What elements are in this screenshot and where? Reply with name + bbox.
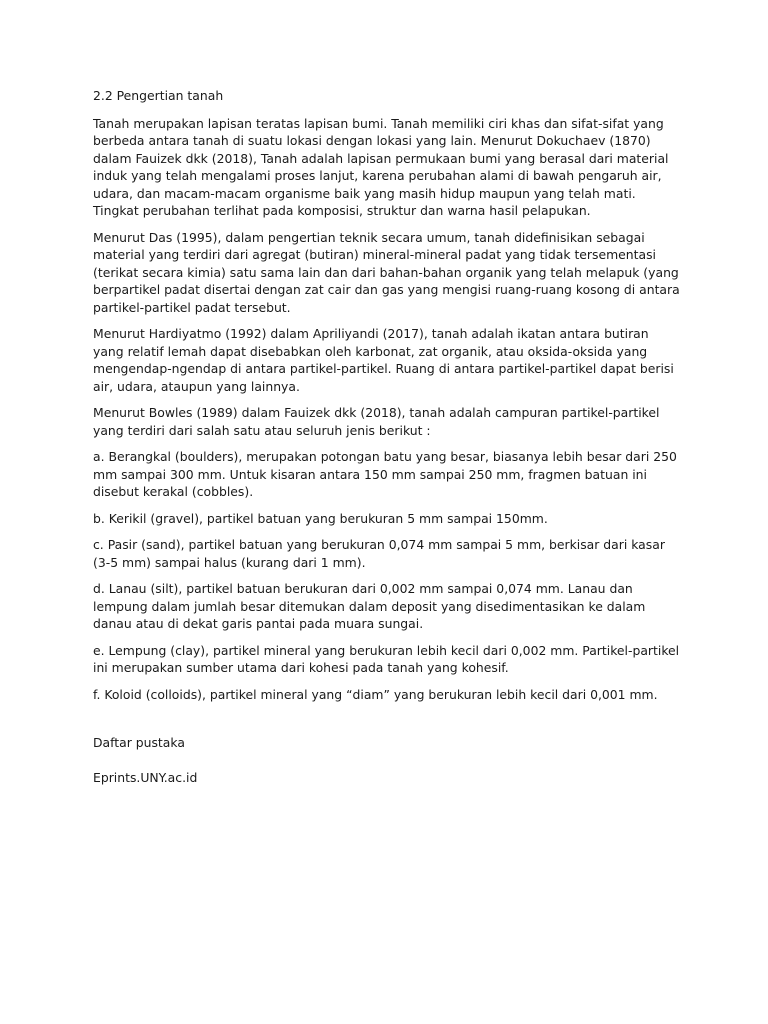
paragraph-definition-bowles: Menurut Bowles (1989) dalam Fauizek dkk (2018), tanah adalah campuran partikel-partikel yang terdiri dari salah satu atau seluruh jenis berikut :: [93, 405, 660, 438]
list-item-gravel: b. Kerikil (gravel), partikel batuan yang berukuran 5 mm sampai 150mm.: [93, 510, 548, 526]
paragraph-definition-dokuchaev: Tanah merupakan lapisan teratas lapisan bumi. Tanah memiliki ciri khas dan sifat-sifat yang berbeda antara tanah di suatu lokasi dengan lokasi yang lain. Menurut Dokuchaev (1870) dalam Fauizek dkk (2018), Tanah adalah lapisan permukaan bumi yang berasal dari material induk yang telah mengalami proses lanjut, karena perubahan alami di bawah pengaruh air, udara, dan macam-macam organisme baik yang masih hidup maupun yang telah mati. Tingkat perubahan terlihat pada komposisi, struktur dan warna hasil pelapukan.: [93, 115, 669, 218]
list-item-sand: c. Pasir (sand), partikel batuan yang berukuran 0,074 mm sampai 5 mm, berkisar dari kasar (3-5 mm) sampai halus (kurang dari 1 mm).: [93, 537, 665, 570]
section-spacer: [93, 712, 680, 734]
paragraph-definition-das: Menurut Das (1995), dalam pengertian teknik secara umum, tanah didefinisikan sebagai material yang terdiri dari agregat (butiran) mineral-mineral padat yang tidak tersementasi (terikat secara kimia) satu sama lain dan dari bahan-bahan organik yang telah melapuk (yang berpartikel padat disertai dengan zat cair dan gas yang mengisi ruang-ruang kosong di antara partikel-partikel padat tersebut.: [93, 229, 680, 315]
list-item-clay: e. Lempung (clay), partikel mineral yang berukuran lebih kecil dari 0,002 mm. Partikel-partikel ini merupakan sumber utama dari kohesi pada tanah yang kohesif.: [93, 642, 680, 675]
section-heading: 2.2 Pengertian tanah: [93, 88, 224, 103]
list-item-silt: d. Lanau (silt), partikel batuan berukuran dari 0,002 mm sampai 0,074 mm. Lanau dan lempung dalam jumlah besar ditemukan dalam deposit yang disedimentasikan ke dalam danau atau di dekat garis pantai pada muara sungai.: [93, 581, 646, 631]
list-item-boulders: a. Berangkal (boulders), merupakan potongan batu yang besar, biasanya lebih besar dari 250 mm sampai 300 mm. Untuk kisaran antara 150 mm sampai 250 mm, fragmen batuan ini disebut kerakal (cobbles).: [93, 449, 677, 499]
list-item-colloids: f. Koloid (colloids), partikel mineral yang “diam” yang berukuran lebih kecil dari 0,001 mm.: [93, 686, 658, 702]
reference-item: Eprints.UNY.ac.id: [93, 769, 198, 785]
references-title: Daftar pustaka: [93, 735, 185, 750]
paragraph-definition-hardiyatmo: Menurut Hardiyatmo (1992) dalam Apriliyandi (2017), tanah adalah ikatan antara butiran yang relatif lemah dapat disebabkan oleh karbonat, zat organik, atau oksida-oksida yang mengendap-ngendap di antara partikel-partikel. Ruang di antara partikel-partikel dapat berisi air, udara, ataupun yang lainnya.: [93, 326, 674, 394]
